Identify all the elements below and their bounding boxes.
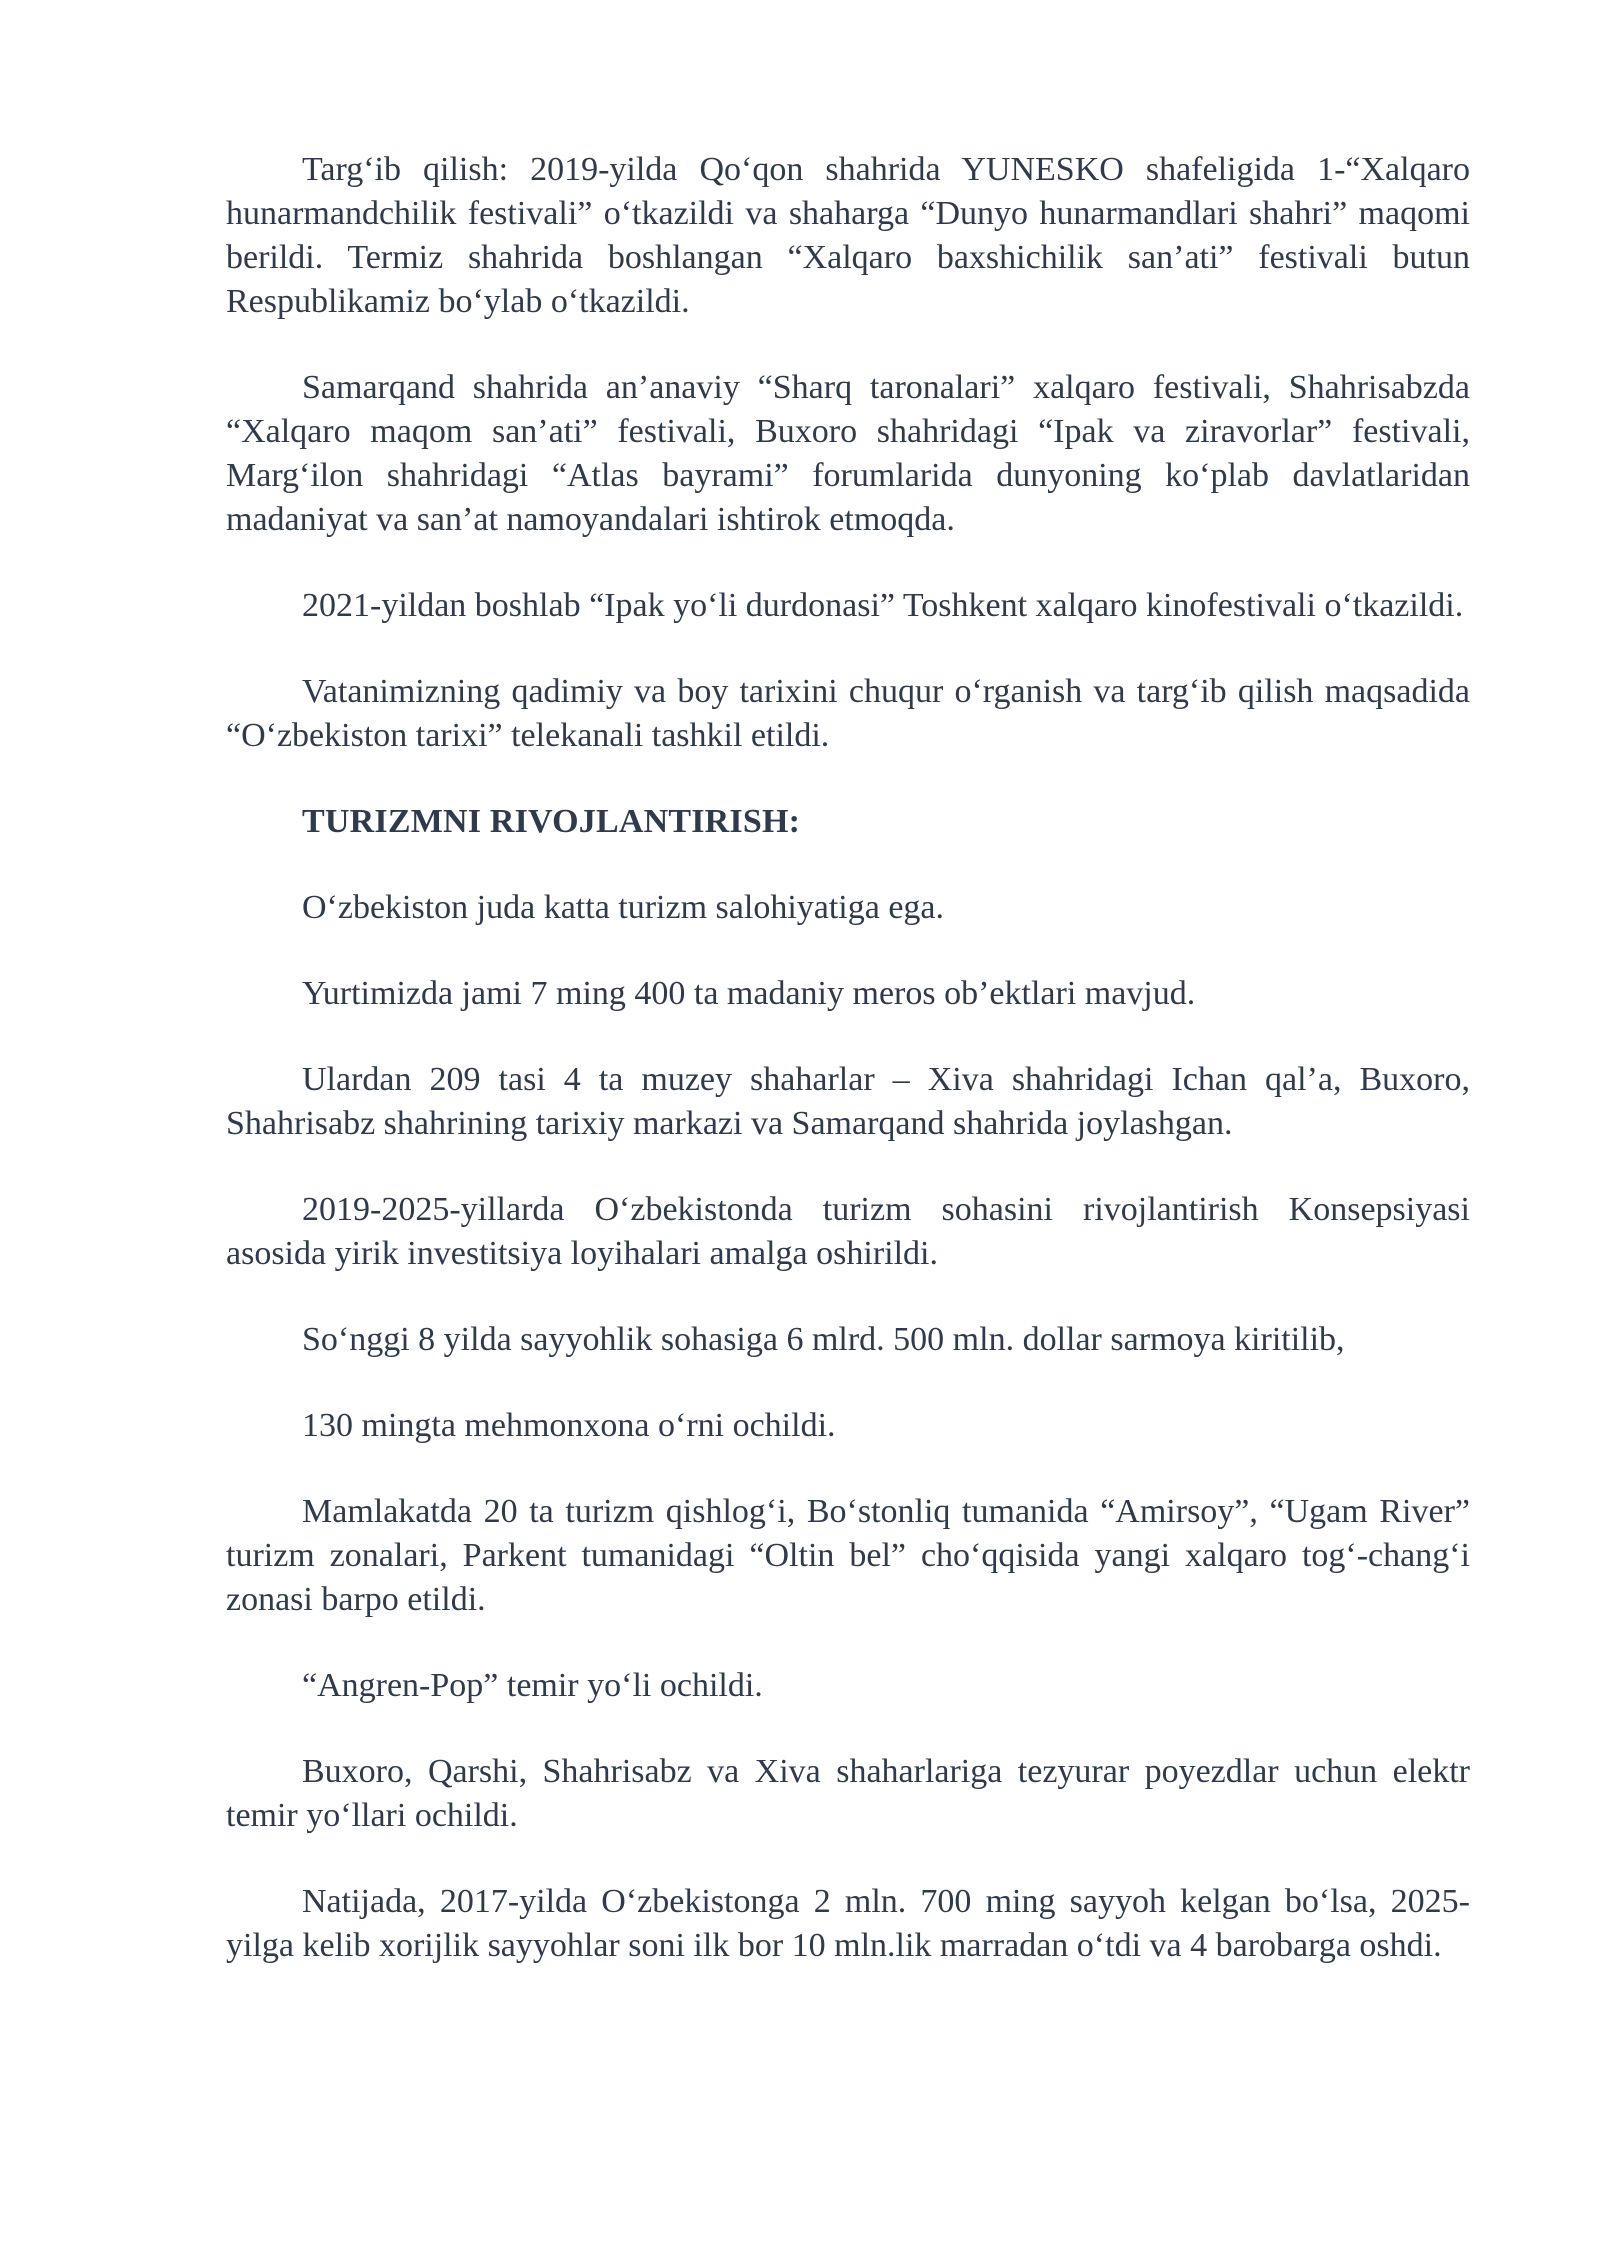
paragraph-electric-railways: Buxoro, Qarshi, Shahrisabz va Xiva shaharlariga tezyurar poyezdlar uchun elektr temir yo‘llari ochildi. <box>226 1753 1470 1834</box>
document-page <box>226 148 1470 2010</box>
section-heading: TURIZMNI RIVOJLANTIRISH: <box>302 803 801 840</box>
paragraph-concept: 2019-2025-yillarda O‘zbekistonda turizm sohasini rivojlantirish Konsepsiyasi asosida yirik investitsiya loyihalari amalga oshirildi. <box>226 1191 1470 1272</box>
paragraph-hotels: 130 mingta mehmonxona o‘rni ochildi. <box>302 1407 836 1444</box>
paragraph-railway: “Angren-Pop” temir yo‘li ochildi. <box>302 1667 763 1704</box>
paragraph-festivals: Samarqand shahrida an’anaviy “Sharq taronalari” xalqaro festivali, Shahrisabzda “Xalqaro maqom san’ati” festivali, Buxoro shahridagi “Ipak va ziravorlar” festivali, Marg‘ilon shahridagi “Atlas bayrami” forumlarida dunyoning ko‘plab davlatlaridan madaniyat va san’at namoyandalari ishtirok etmoqda. <box>226 369 1470 538</box>
paragraph-history-channel: Vatanimizning qadimiy va boy tarixini chuqur o‘rganish va targ‘ib qilish maqsadida “O‘zbekiston tarixi” telekanali tashkil etildi. <box>226 673 1470 754</box>
paragraph-promotion: Targ‘ib qilish: 2019-yilda Qo‘qon shahrida YUNESKO shafeligida 1-“Xalqaro hunarmandchilik festivali” o‘tkazildi va shaharga “Dunyo hunarmandlari shahri” maqomi berildi. Termiz shahrida boshlangan “Xalqaro baxshichilik san’ati” festivali butun Respublikamiz bo‘ylab o‘tkazildi. <box>226 151 1470 320</box>
paragraph-investment: So‘nggi 8 yilda sayyohlik sohasiga 6 mlrd. 500 mln. dollar sarmoya kiritilib, <box>302 1321 1345 1358</box>
paragraph-results: Natijada, 2017-yilda O‘zbekistonga 2 mln. 700 ming sayyoh kelgan bo‘lsa, 2025-yilga kelib xorijlik sayyohlar soni ilk bor 10 mln.lik marradan o‘tdi va 4 barobarga oshdi. <box>226 1883 1470 1964</box>
paragraph-heritage-objects: Yurtimizda jami 7 ming 400 ta madaniy meros ob’ektlari mavjud. <box>302 975 1196 1012</box>
paragraph-film-festival: 2021-yildan boshlab “Ipak yo‘li durdonasi” Toshkent xalqaro kinofestivali o‘tkazildi. <box>302 587 1464 624</box>
paragraph-tourism-potential: O‘zbekiston juda katta turizm salohiyatiga ega. <box>302 889 945 926</box>
paragraph-tourism-zones: Mamlakatda 20 ta turizm qishlog‘i, Bo‘stonliq tumanida “Amirsoy”, “Ugam River” turizm zonalari, Parkent tumanidagi “Oltin bel” cho‘qqisida yangi xalqaro tog‘-chang‘i zonasi barpo etildi. <box>226 1493 1470 1618</box>
paragraph-museum-cities: Ulardan 209 tasi 4 ta muzey shaharlar – Xiva shahridagi Ichan qal’a, Buxoro, Shahrisabz shahrining tarixiy markazi va Samarqand shahrida joylashgan. <box>226 1061 1470 1142</box>
